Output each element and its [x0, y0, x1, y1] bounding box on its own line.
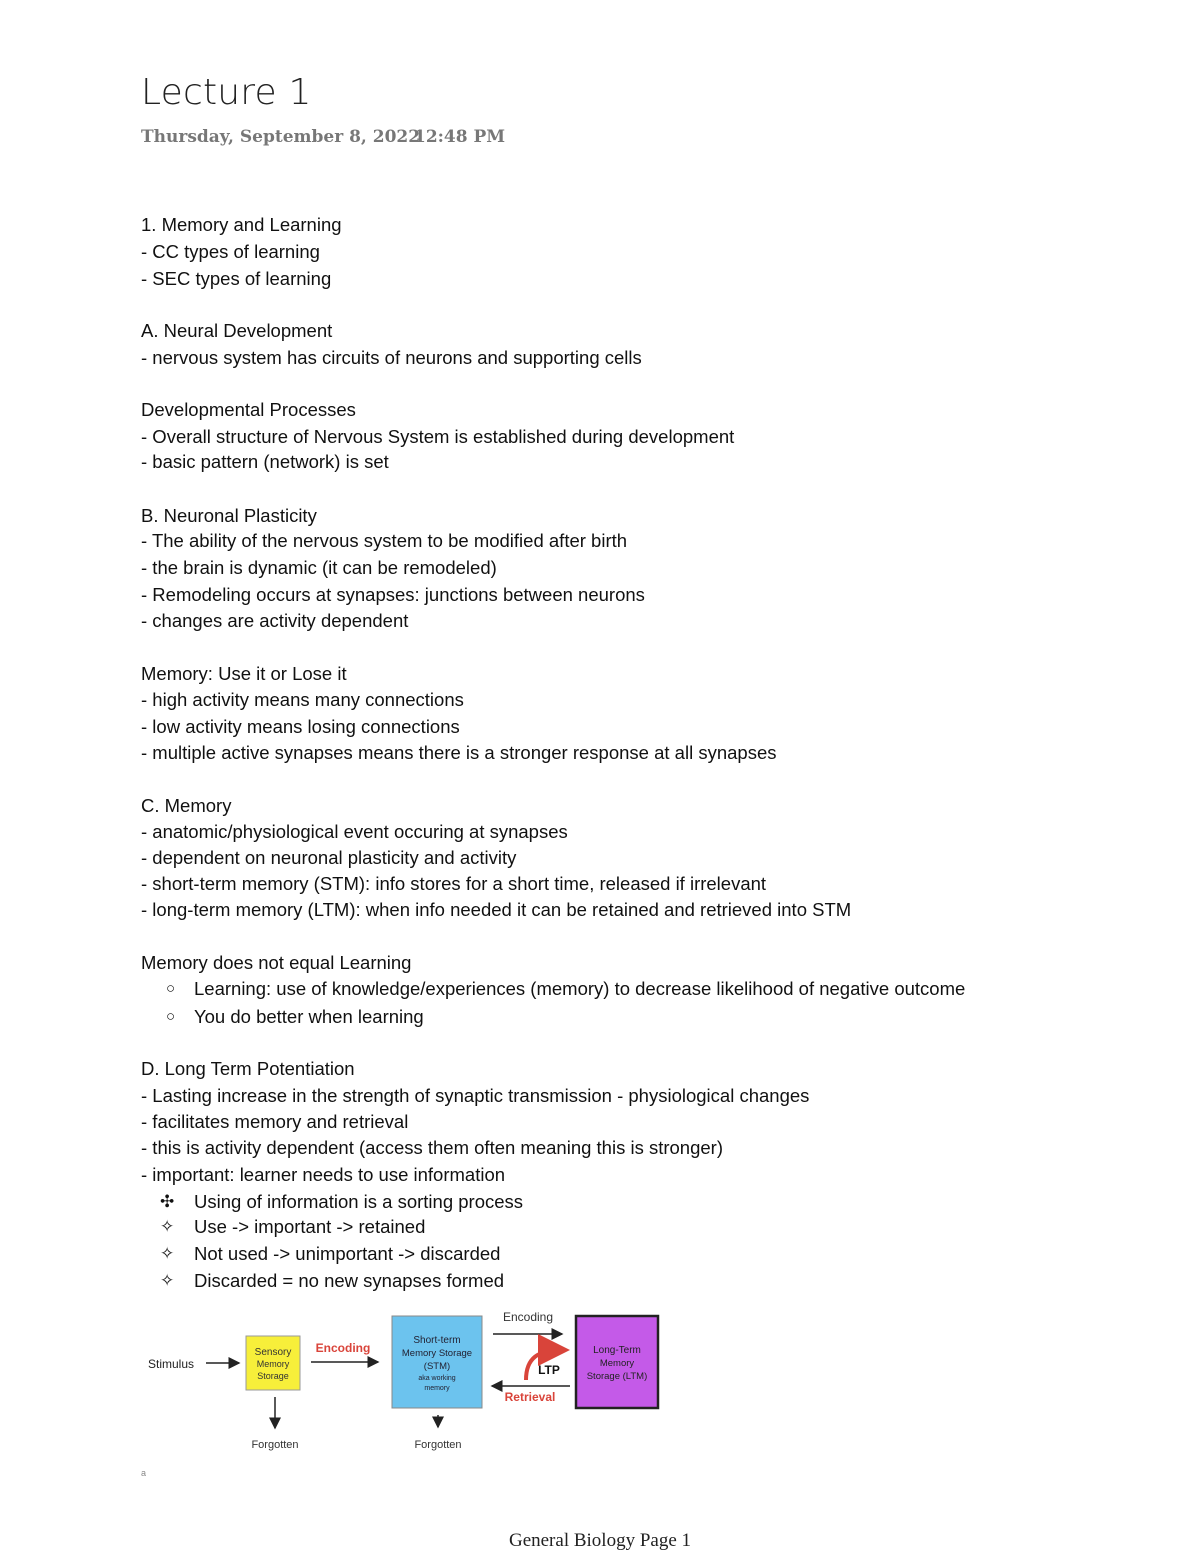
note-line: - CC types of learning: [141, 241, 320, 262]
heading-neuronal-plasticity: B. Neuronal Plasticity: [141, 505, 317, 526]
sensory-label-3: Storage: [257, 1371, 289, 1381]
page-footer: General Biology Page 1: [508, 1530, 692, 1551]
sub-bullet-line: You do better when learning: [194, 1006, 424, 1027]
note-line: - short-term memory (STM): info stores for a short time, released if irrelevant: [141, 873, 767, 894]
note-line: - the brain is dynamic (it can be remodeled): [141, 557, 497, 578]
heading-neural-development: A. Neural Development: [141, 320, 333, 341]
stm-label-2: Memory Storage: [401, 1348, 473, 1359]
sensory-label-2: Memory: [256, 1359, 290, 1369]
sub-bullet-line: Using of information is a sorting process: [194, 1191, 524, 1212]
heading-long-term-potentiation: D. Long Term Potentiation: [141, 1058, 355, 1079]
retrieval-label: Retrieval: [504, 1390, 556, 1404]
forgotten-label-1: Forgotten: [251, 1439, 299, 1451]
star-filled-bullet-icon: ✣: [160, 1192, 175, 1211]
note-line: - nervous system has circuits of neurons and supporting cells: [141, 347, 642, 368]
encoding-label-2: Encoding: [502, 1310, 554, 1324]
stm-label-4: aka working: [418, 1375, 456, 1382]
heading-memory-not-learning: Memory does not equal Learning: [141, 952, 412, 973]
note-line: - SEC types of learning: [141, 268, 332, 289]
page-time: 12:48 PM: [414, 127, 506, 147]
sensory-label-1: Sensory: [254, 1347, 292, 1358]
memory-model-diagram: [140, 1300, 680, 1460]
circle-bullet-icon: ○: [166, 980, 176, 997]
ltm-label-1: Long-Term: [593, 1345, 641, 1356]
note-line: - Overall structure of Nervous System is established during development: [141, 426, 735, 447]
forgotten-label-2: Forgotten: [414, 1439, 462, 1451]
ltm-label-2: Memory: [599, 1358, 635, 1369]
stimulus-label: Stimulus: [148, 1357, 195, 1371]
stm-label-5: memory: [424, 1385, 450, 1392]
note-line: - Lasting increase in the strength of synaptic transmission - physiological changes: [141, 1085, 810, 1106]
star-outline-bullet-icon: ✧: [160, 1244, 175, 1263]
note-line: - anatomic/physiological event occuring at synapses: [141, 821, 568, 842]
note-line: - dependent on neuronal plasticity and activity: [141, 847, 517, 868]
sub-bullet-line: Not used -> unimportant -> discarded: [194, 1243, 501, 1264]
stm-label-3: (STM): [423, 1361, 451, 1372]
heading-use-it-or-lose-it: Memory: Use it or Lose it: [141, 663, 347, 684]
note-line: - high activity means many connections: [141, 689, 464, 710]
star-outline-bullet-icon: ✧: [160, 1217, 175, 1236]
note-line: - this is activity dependent (access them often meaning this is stronger): [141, 1137, 723, 1158]
note-line: - important: learner needs to use information: [141, 1164, 506, 1185]
star-outline-bullet-icon: ✧: [160, 1271, 175, 1290]
encoding-label-1: Encoding: [315, 1341, 371, 1355]
stm-label-1: Short-term: [413, 1335, 461, 1346]
heading-developmental-processes: Developmental Processes: [141, 399, 356, 420]
small-mark: a: [141, 1468, 147, 1478]
note-line: - long-term memory (LTM): when info needed it can be retained and retrieved into STM: [141, 899, 852, 920]
sub-bullet-line: Use -> important -> retained: [194, 1216, 426, 1237]
note-line: - low activity means losing connections: [141, 716, 460, 737]
heading-memory: C. Memory: [141, 795, 232, 816]
note-line: - changes are activity dependent: [141, 610, 409, 631]
note-line: - basic pattern (network) is set: [141, 451, 389, 472]
circle-bullet-icon: ○: [166, 1008, 176, 1025]
note-line: - facilitates memory and retrieval: [141, 1111, 409, 1132]
page-title: Lecture 1: [141, 72, 312, 113]
note-line: - multiple active synapses means there is a stronger response at all synapses: [141, 742, 777, 763]
ltp-label: LTP: [538, 1363, 560, 1377]
page-date: Thursday, September 8, 2022: [141, 127, 421, 147]
ltm-label-3: Storage (LTM): [586, 1371, 648, 1382]
heading-memory-learning: 1. Memory and Learning: [141, 214, 342, 235]
sub-bullet-line: Discarded = no new synapses formed: [194, 1270, 505, 1291]
sub-bullet-line: Learning: use of knowledge/experiences (memory) to decrease likelihood of negative outcome: [194, 978, 966, 999]
note-line: - The ability of the nervous system to be modified after birth: [141, 530, 628, 551]
note-line: - Remodeling occurs at synapses: junctions between neurons: [141, 584, 645, 605]
